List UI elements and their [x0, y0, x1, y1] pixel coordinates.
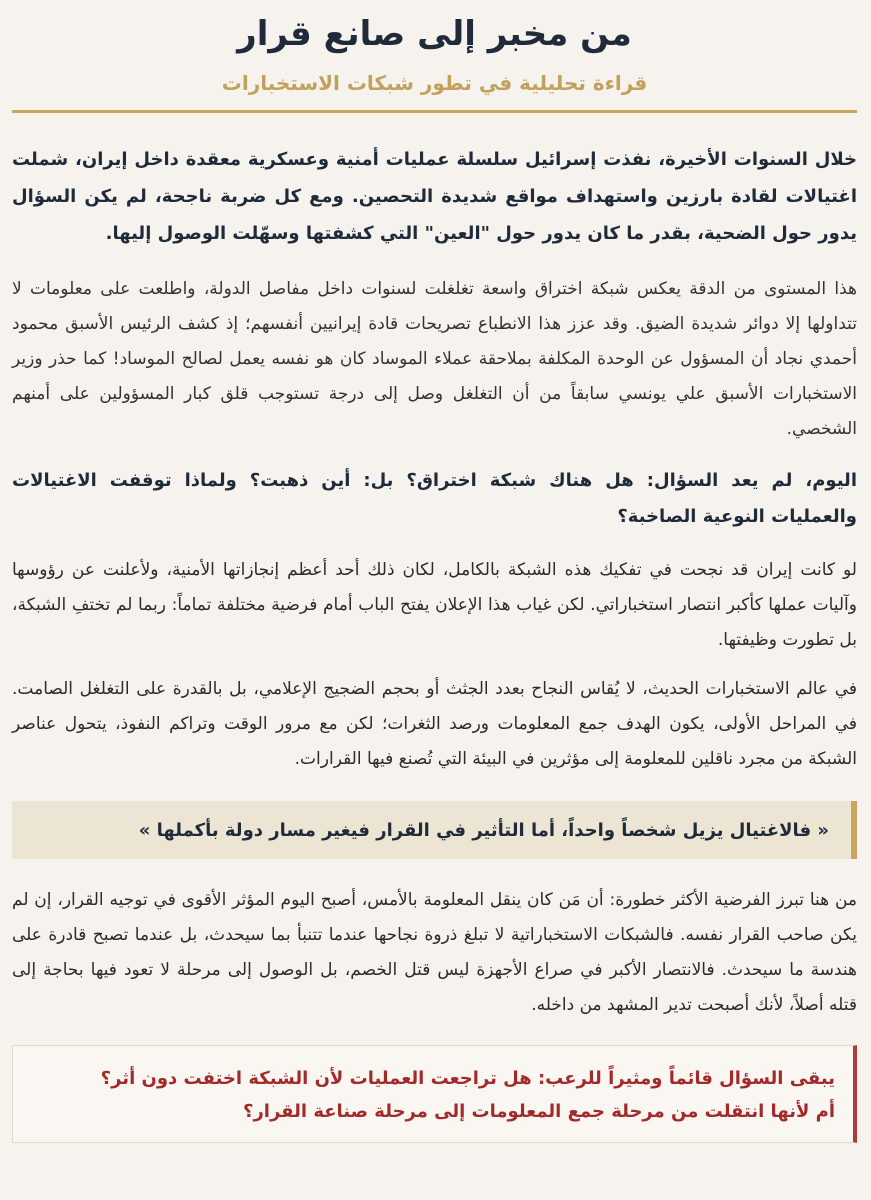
article-subtitle: قراءة تحليلية في تطور شبكات الاستخبارات — [221, 71, 648, 95]
body-paragraph-modern-intelligence: في عالم الاستخبارات الحديث، لا يُقاس النجاح بعدد الجثث أو بحجم الضجيج الإعلامي، بل بالقدرة على التغلغل الصامت. في المراحل الأولى، يكون الهدف جمع المعلومات ورصد الثغرات؛ لكن مع مرور الوقت وتراكم النفوذ، يتحول عناصر الشبكة من مجرد ناقلين للمعلومة إلى مؤثرين في البيئة التي تُصنع فيها القرارات. — [12, 679, 857, 769]
closing-question-line-2: أم لأنها انتقلت من مرحلة جمع المعلومات إلى مرحلة صناعة القرار؟ — [243, 1101, 835, 1122]
body-paragraph-hypothesis: لو كانت إيران قد نجحت في تفكيك هذه الشبكة بالكامل، لكان ذلك أحد أعظم إنجازاتها الأمنية، ولأعلنت عن رؤوسها وآليات عملها كأكبر انتصار استخباراتي. لكن غياب هذا الإعلان يفتح الباب أمام فرضية مختلفة تماماً: ربما لم تختفِ الشبكة، بل تطورت وظيفتها. — [12, 560, 857, 650]
pull-quote-text: « فالاغتيال يزيل شخصاً واحداً، أما التأثير في القرار فيغير مسار دولة بأكملها » — [138, 819, 829, 841]
article-title: من مخبر إلى صانع قرار — [237, 14, 632, 54]
closing-question-box — [12, 1045, 857, 1143]
body-paragraph-penetration: هذا المستوى من الدقة يعكس شبكة اختراق واسعة تغلغلت لسنوات داخل مفاصل الدولة، واطلعت على معلومات لا تتداولها إلا دوائر شديدة الضيق. وقد عزز هذا الانطباع تصريحات قادة إيرانيين أنفسهم؛ إذ كشف الرئيس الأسبق محمود أحمدي نجاد أن المسؤول عن الوحدة المكلفة بملاحقة عملاء الموساد كان هو نفسه يعمل لصالح الموساد! كما حذر وزير الاستخبارات الأسبق علي يونسي سابقاً من أن التغلغل وصل إلى درجة تستوجب قلق كبار المسؤولين على أمنهم الشخصي. — [12, 279, 857, 439]
article-header — [12, 0, 857, 113]
body-paragraph-decision-influence: من هنا تبرز الفرضية الأكثر خطورة: أن مَن كان ينقل المعلومة بالأمس، أصبح اليوم المؤثر الأقوى في توجيه القرار، إن لم يكن صاحب القرار نفسه. فالشبكات الاستخباراتية لا تبلغ ذروة نجاحها عندما تتنبأ بما سيحدث، بل عندما تصبح قادرة على هندسة ما سيحدث. فالانتصار الأكبر في صراع الأجهزة ليس قتل الخصم، بل الوصول إلى مرحلة لا تعود فيها بحاجة إلى قتله أصلاً، لأنك أصبحت تدير المشهد من داخله. — [12, 890, 857, 1015]
key-question-paragraph: اليوم، لم يعد السؤال: هل هناك شبكة اختراق؟ بل: أين ذهبت؟ ولماذا توقفت الاغتيالات والعمليات النوعية الصاخبة؟ — [12, 470, 857, 527]
closing-question-line-1: يبقى السؤال قائماً ومثيراً للرعب: هل تراجعت العمليات لأن الشبكة اختفت دون أثر؟ — [100, 1068, 835, 1089]
lead-paragraph: خلال السنوات الأخيرة، نفذت إسرائيل سلسلة عمليات أمنية وعسكرية معقدة داخل إيران، شملت اغتيالات لقادة بارزين واستهداف مواقع شديدة التحصين. ومع كل ضربة ناجحة، لم يكن السؤال يدور حول الضحية، بقدر ما كان يدور حول "العين" التي كشفتها وسهّلت الوصول إليها. — [12, 149, 857, 244]
header-divider — [12, 110, 857, 113]
pull-quote — [12, 801, 857, 859]
